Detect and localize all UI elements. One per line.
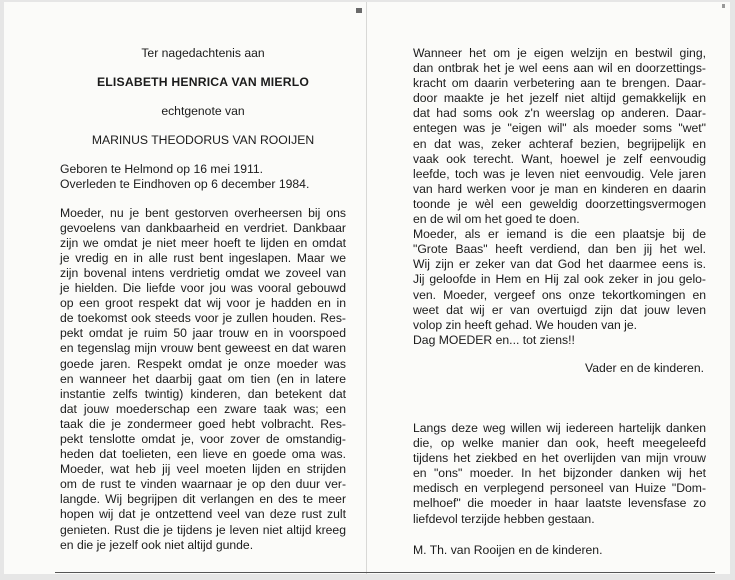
text-line: en dat was, zeker achteraf bezien, begrijpelijk en bbox=[413, 136, 706, 151]
text-line: genieten. Rust die je tijdens je leven niet altijd kreeg bbox=[60, 522, 346, 537]
text-line: pekt omdat je ruim 50 jaar trouw en in voorspoed bbox=[60, 326, 346, 341]
text-line: leefde, toch was je leven niet eenvoudig. Vele jaren bbox=[413, 166, 706, 181]
text-line: van hard werken voor je man en kinderen en daarin bbox=[413, 181, 706, 196]
text-line: gevoelens van dankbaarheid en verdriet. Dankbaar bbox=[60, 220, 346, 235]
deceased-name: ELISABETH HENRICA VAN MIERLO bbox=[96, 75, 310, 90]
memorial-text-continued bbox=[413, 46, 706, 348]
text-line: en de wil om het goed te doen. bbox=[413, 212, 580, 227]
text-line: melhoef" die moeder in haar laatste levensfase zo bbox=[413, 496, 706, 511]
text-line: weet dat wij er van overtuigd zijn dat jouw leven bbox=[413, 302, 706, 317]
text-line: entegen was je "eigen wil" als moeder soms "wet" bbox=[413, 121, 706, 136]
text-line: taak die je zondermeer goed hebt volbracht. Res- bbox=[60, 416, 346, 431]
text-line: tijdens het ziekbed en het overlijden van mijn vrouw bbox=[413, 451, 706, 466]
text-line: zijn bovenal intens verdrietig omdat we zoveel van bbox=[60, 265, 346, 280]
text-line: Dag MOEDER en... tot ziens!! bbox=[413, 332, 575, 347]
text-line: heden dat toelieten, een lieve en goede oma was. bbox=[60, 447, 346, 462]
text-line: medisch en verplegend personeel van Huize "Dom- bbox=[413, 481, 706, 496]
text-line: Wij zijn er zeker van dat God het daarmee eens is. bbox=[413, 257, 706, 272]
corner-mark bbox=[722, 4, 725, 8]
death-line: Overleden te Eindhoven op 6 december 1984. bbox=[60, 177, 310, 192]
text-line: vaak ook terecht. Want, hoewel je zelf eenvoudig bbox=[413, 151, 706, 166]
text-line: dan ontbrak het je wel eens aan wil en doorzettings- bbox=[413, 61, 706, 76]
text-line: toonde je wèl een geweldig doorzettingsvermogen bbox=[413, 196, 706, 211]
text-line: Wanneer het om je eigen welzijn en bestwil ging, bbox=[413, 46, 706, 60]
text-line: goede jaren. Respekt omdat je onze moeder was bbox=[60, 356, 346, 371]
right-column bbox=[413, 46, 706, 558]
fold-mark bbox=[356, 8, 362, 13]
text-line: de toekomst ook steeds voor je zullen houden. Res- bbox=[60, 311, 346, 326]
family-signature: Vader en de kinderen. bbox=[584, 360, 704, 375]
text-line: liefdevol terzijde hebben gestaan. bbox=[413, 511, 595, 526]
text-line: instantie zelfs twintig) kinderen, dan betekent dat bbox=[60, 386, 346, 401]
text-line: en "ons" moeder. In het bijzonder danken wij het bbox=[413, 466, 706, 481]
text-line: kracht om daarin verbetering aan te brengen. Daar- bbox=[413, 76, 706, 91]
text-line: je hielden. Die liefde voor jou was vooral gebouwd bbox=[60, 281, 346, 296]
text-line: je vredig en in alle rust bent ingeslapen. Maar we bbox=[60, 250, 346, 265]
thanks-signature: M. Th. van Rooijen en de kinderen. bbox=[413, 542, 603, 557]
text-line: dat had soms ook z'n weerslag op anderen. Daar- bbox=[413, 106, 706, 121]
birth-line: Geboren te Helmond op 16 mei 1911. bbox=[60, 162, 264, 177]
text-line: Moeder, nu je bent gestorven overheersen bij ons bbox=[60, 205, 346, 220]
text-line: volop zin heeft gehad. We houden van je. bbox=[413, 317, 638, 332]
left-column bbox=[60, 46, 346, 553]
text-line: ven. Moeder, vergeef ons onze tekortkomingen en bbox=[413, 287, 706, 302]
scan-edge-line bbox=[55, 572, 715, 573]
spouse-name: MARINUS THEODORUS VAN ROOIJEN bbox=[91, 133, 315, 148]
text-line: pekt tenslotte omdat je, voor zover de omstandig- bbox=[60, 431, 346, 446]
spouse-label: echtgenote van bbox=[161, 104, 245, 119]
text-line: Langs deze weg willen wij iedereen hartelijk danken bbox=[413, 420, 706, 435]
text-line: Moeder, als er iemand is die een plaatsje bij de bbox=[413, 227, 706, 242]
card-fold-line bbox=[366, 2, 367, 574]
text-line: en die je jezelf ook niet altijd gunde. bbox=[60, 537, 254, 552]
text-line: die, op welke manier dan ook, heeft meegeleefd bbox=[413, 436, 706, 451]
thanks-text bbox=[413, 421, 706, 527]
memorial-text bbox=[60, 206, 346, 553]
text-line: Jij geloofde in Hem en Hij zal ook zeker in jou gelo- bbox=[413, 272, 706, 287]
text-line: hopen wij dat je ontzettend veel van deze rust zult bbox=[60, 507, 346, 522]
text-line: en tegenslag mijn vrouw bent geweest en dat waren bbox=[60, 341, 346, 356]
text-line: om de rust te vinden waarnaar je op den duur ver- bbox=[60, 477, 346, 492]
text-line: door maakte je het jezelf niet altijd gemakkelijk en bbox=[413, 91, 706, 106]
text-line: "Grote Baas" heeft verdiend, dan ben jij het wel. bbox=[413, 242, 706, 257]
text-line: Moeder, wat heb jij veel moeten lijden en strijden bbox=[60, 462, 346, 477]
text-line: dat jouw moederschap een zware taak was; een bbox=[60, 401, 346, 416]
text-line: langde. Wij begrijpen dit verlangen en des te meer bbox=[60, 492, 346, 507]
text-line: op een groot respekt dat wij voor je hadden en in bbox=[60, 296, 346, 311]
intro-line: Ter nagedachtenis aan bbox=[141, 46, 265, 60]
text-line: en wanneer het daarbij gaat om tien (en in latere bbox=[60, 371, 346, 386]
text-line: zijn we omdat je niet meer hoeft te lijden en omdat bbox=[60, 235, 346, 250]
